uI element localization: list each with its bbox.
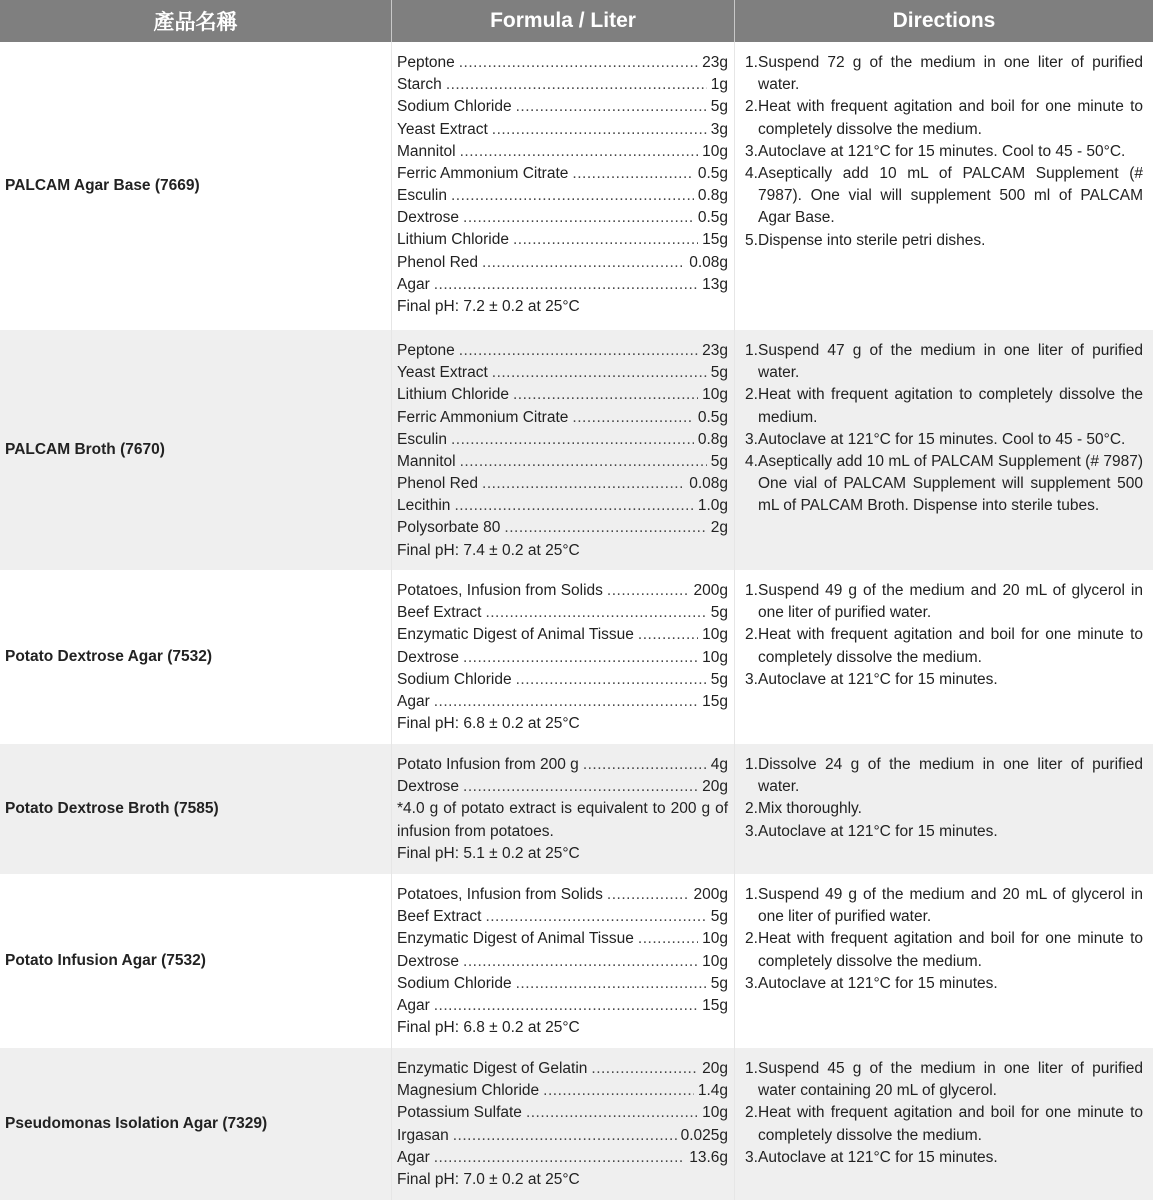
dot-leader — [460, 141, 699, 163]
ingredient-name: Mannitol — [397, 142, 456, 160]
step-number: 3. — [745, 670, 758, 688]
ingredient-amount: 10g — [702, 1104, 728, 1122]
step-number: 2. — [745, 98, 758, 116]
formula-cell — [392, 874, 735, 1048]
formula-line — [397, 384, 728, 406]
product-name: Potato Dextrose Broth (7585) — [0, 744, 392, 874]
direction-step — [745, 230, 1143, 252]
ingredient-amount: 200g — [693, 581, 728, 599]
formula-line — [397, 407, 728, 429]
step-number: 1. — [745, 756, 758, 773]
ingredient-amount: 5g — [710, 452, 728, 470]
formula-line — [397, 518, 728, 540]
dot-leader — [513, 384, 698, 406]
step-text: Heat with frequent agitation and boil for one minute to completely dissolve the medium. — [758, 930, 1143, 970]
step-number: 2. — [745, 1104, 758, 1122]
step-number: 3. — [745, 822, 758, 840]
ingredient-name: Agar — [397, 275, 430, 293]
dot-leader — [463, 647, 698, 669]
ingredient-name: Enzymatic Digest of Gelatin — [397, 1059, 588, 1077]
direction-step — [745, 52, 1143, 96]
directions-cell — [735, 1048, 1153, 1200]
ingredient-name: Enzymatic Digest of Animal Tissue — [397, 930, 634, 948]
step-number: 1. — [745, 54, 758, 71]
ingredient-name: Potatoes, Infusion from Solids — [397, 581, 603, 599]
formula-line — [397, 884, 728, 906]
ingredient-amount: 0.8g — [697, 430, 728, 448]
formula-cell — [392, 330, 735, 570]
ingredient-name: Ferric Ammonium Citrate — [397, 164, 569, 182]
directions-cell — [735, 330, 1153, 570]
ingredient-amount: 5g — [710, 98, 728, 116]
header-formula: Formula / Liter — [392, 0, 735, 42]
step-number: 2. — [745, 800, 758, 818]
ingredient-amount: 10g — [702, 930, 728, 948]
ingredient-amount: 15g — [702, 231, 728, 249]
direction-step — [745, 798, 1143, 820]
step-number: 4. — [745, 453, 758, 471]
ingredient-name: Phenol Red — [397, 253, 479, 271]
ingredient-amount: 3g — [710, 120, 728, 138]
step-text: Autoclave at 121°C for 15 minutes. — [758, 1148, 998, 1166]
direction-step — [745, 429, 1143, 451]
formula-line — [397, 995, 728, 1017]
step-number: 1. — [745, 582, 758, 599]
direction-step — [745, 163, 1143, 230]
final-ph: Final pH: 5.1 ± 0.2 at 25°C — [397, 844, 580, 862]
final-ph: Final pH: 7.4 ± 0.2 at 25°C — [397, 541, 580, 559]
ingredient-amount: 5g — [710, 974, 728, 992]
direction-step — [745, 1058, 1143, 1102]
dot-leader — [482, 252, 685, 274]
step-text: Autoclave at 121°C for 15 minutes. — [758, 974, 998, 992]
ingredient-amount: 0.08g — [689, 475, 728, 493]
ingredient-amount: 23g — [702, 341, 728, 359]
formula-line — [397, 602, 728, 624]
dot-leader — [543, 1080, 694, 1102]
dot-leader — [607, 884, 690, 906]
formula-line — [397, 647, 728, 669]
formula-line — [397, 754, 728, 776]
ingredient-name: Dextrose — [397, 209, 460, 227]
ingredient-amount: 15g — [702, 692, 728, 710]
step-text: Autoclave at 121°C for 15 minutes. Cool to 45 - 50°C. — [758, 142, 1126, 160]
formula-line — [397, 207, 728, 229]
ingredient-amount: 0.5g — [697, 209, 728, 227]
direction-step — [745, 624, 1143, 668]
formula-line — [397, 119, 728, 141]
formula-line — [397, 580, 728, 602]
dot-leader — [591, 1058, 698, 1080]
ingredient-amount: 0.08g — [689, 253, 728, 271]
dot-leader — [516, 973, 707, 995]
step-text: Suspend 45 g of the medium in one liter of purified water containing 20 mL of glycerol. — [758, 1060, 1143, 1100]
direction-step — [745, 141, 1143, 163]
step-text: Autoclave at 121°C for 15 minutes. — [758, 822, 998, 840]
ingredient-name: Agar — [397, 692, 430, 710]
dot-leader — [572, 163, 693, 185]
direction-step — [745, 451, 1143, 518]
direction-step — [745, 928, 1143, 972]
product-name: Potato Infusion Agar (7532) — [0, 874, 392, 1048]
ingredient-name: Sodium Chloride — [397, 670, 512, 688]
direction-step — [745, 973, 1143, 995]
step-text: Heat with frequent agitation and boil for one minute to completely dissolve the medium. — [758, 98, 1143, 138]
dot-leader — [516, 669, 707, 691]
product-name: PALCAM Agar Base (7669) — [0, 42, 392, 330]
formula-line — [397, 906, 728, 928]
formula-line — [397, 495, 728, 517]
ingredient-amount: 1.0g — [697, 497, 728, 515]
ingredient-amount: 1g — [710, 76, 728, 94]
ingredient-name: Peptone — [397, 341, 455, 359]
formula-line — [397, 1147, 728, 1169]
step-text: Suspend 72 g of the medium in one liter of purified water. — [758, 54, 1143, 94]
dot-leader — [446, 74, 707, 96]
table-body — [0, 42, 1153, 1200]
step-text: Suspend 49 g of the medium and 20 mL of glycerol in one liter of purified water. — [758, 886, 1143, 926]
ingredient-amount: 5g — [710, 604, 728, 622]
final-ph: Final pH: 6.8 ± 0.2 at 25°C — [397, 1019, 580, 1037]
step-number: 2. — [745, 386, 758, 404]
ingredient-name: Mannitol — [397, 452, 456, 470]
ingredient-amount: 5g — [710, 364, 728, 382]
dot-leader — [607, 580, 690, 602]
table-header — [0, 0, 1153, 42]
formula-line — [397, 451, 728, 473]
ingredient-name: Enzymatic Digest of Animal Tissue — [397, 626, 634, 644]
ingredient-amount: 20g — [702, 1059, 728, 1077]
dot-leader — [485, 906, 706, 928]
dot-leader — [434, 691, 698, 713]
step-number: 2. — [745, 626, 758, 644]
direction-step — [745, 96, 1143, 140]
ingredient-name: Beef Extract — [397, 908, 482, 926]
ingredient-amount: 10g — [702, 648, 728, 666]
dot-leader — [459, 340, 698, 362]
table-row — [0, 330, 1153, 570]
ingredient-amount: 10g — [702, 952, 728, 970]
formula-note: *4.0 g of potato extract is equivalent to 200 g of infusion from potatoes. — [397, 800, 728, 840]
step-text: Suspend 49 g of the medium and 20 mL of glycerol in one liter of purified water. — [758, 582, 1143, 622]
product-name: PALCAM Broth (7670) — [0, 330, 392, 570]
ingredient-name: Yeast Extract — [397, 120, 488, 138]
formula-line — [397, 973, 728, 995]
formula-line — [397, 1080, 728, 1102]
step-text: Aseptically add 10 mL of PALCAM Supplement (# 7987). One vial will supplement 500 ml of PALCAM Agar Base. — [758, 165, 1143, 227]
dot-leader — [485, 602, 706, 624]
ingredient-name: Magnesium Chloride — [397, 1082, 540, 1100]
table-row — [0, 874, 1153, 1048]
direction-step — [745, 1147, 1143, 1169]
formula-line — [397, 252, 728, 274]
dot-leader — [459, 52, 698, 74]
final-ph: Final pH: 7.0 ± 0.2 at 25°C — [397, 1170, 580, 1188]
dot-leader — [572, 407, 693, 429]
ingredient-name: Dextrose — [397, 778, 460, 796]
dot-leader — [460, 451, 707, 473]
formula-line — [397, 669, 728, 691]
ingredient-amount: 4g — [710, 755, 728, 773]
ingredient-amount: 15g — [702, 996, 728, 1014]
dot-leader — [492, 362, 707, 384]
ingredient-amount: 13g — [702, 275, 728, 293]
formula-line — [397, 163, 728, 185]
ingredient-name: Sodium Chloride — [397, 974, 512, 992]
formula-line — [397, 429, 728, 451]
formula-line — [397, 928, 728, 950]
ingredient-amount: 2g — [710, 519, 728, 537]
ingredient-name: Irgasan — [397, 1126, 449, 1144]
step-number: 4. — [745, 165, 758, 183]
direction-step — [745, 821, 1143, 843]
ingredient-amount: 13.6g — [689, 1148, 728, 1166]
dot-leader — [451, 185, 694, 207]
ingredient-name: Yeast Extract — [397, 364, 488, 382]
ingredient-amount: 5g — [710, 670, 728, 688]
ingredient-name: Esculin — [397, 187, 447, 205]
dot-leader — [451, 429, 694, 451]
formula-line — [397, 141, 728, 163]
step-number: 1. — [745, 886, 758, 903]
step-text: Mix thoroughly. — [758, 800, 862, 818]
step-number: 1. — [745, 1060, 758, 1077]
ingredient-name: Ferric Ammonium Citrate — [397, 408, 569, 426]
ingredient-amount: 10g — [702, 142, 728, 160]
table-row — [0, 570, 1153, 744]
step-text: Heat with frequent agitation and boil for one minute to completely dissolve the medium. — [758, 1104, 1143, 1144]
formula-cell — [392, 42, 735, 330]
ingredient-amount: 10g — [702, 626, 728, 644]
ingredient-name: Potato Infusion from 200 g — [397, 755, 579, 773]
ingredient-amount: 0.5g — [697, 164, 728, 182]
formula-line — [397, 185, 728, 207]
formula-line — [397, 230, 728, 252]
formula-line — [397, 96, 728, 118]
dot-leader — [463, 776, 698, 798]
direction-step — [745, 754, 1143, 798]
final-ph: Final pH: 6.8 ± 0.2 at 25°C — [397, 715, 580, 733]
dot-leader — [513, 229, 698, 251]
ingredient-amount: 5g — [710, 908, 728, 926]
direction-step — [745, 384, 1143, 428]
step-text: Autoclave at 121°C for 15 minutes. Cool to 45 - 50°C. — [758, 430, 1126, 448]
step-text: Dissolve 24 g of the medium in one liter of purified water. — [758, 756, 1143, 796]
step-number: 3. — [745, 1148, 758, 1166]
step-text: Heat with frequent agitation and boil for one minute to completely dissolve the medium. — [758, 626, 1143, 666]
formula-cell — [392, 570, 735, 744]
directions-cell — [735, 744, 1153, 874]
ingredient-amount: 0.5g — [697, 408, 728, 426]
step-text: Heat with frequent agitation to completely dissolve the medium. — [758, 386, 1143, 426]
dot-leader — [463, 207, 694, 229]
ingredient-name: Agar — [397, 996, 430, 1014]
formula-line — [397, 951, 728, 973]
ingredient-amount: 23g — [702, 53, 728, 71]
step-number: 3. — [745, 142, 758, 160]
formula-line — [397, 1058, 728, 1080]
ingredient-name: Sodium Chloride — [397, 98, 512, 116]
dot-leader — [454, 495, 693, 517]
dot-leader — [453, 1125, 677, 1147]
product-name: Pseudomonas Isolation Agar (7329) — [0, 1048, 392, 1200]
dot-leader — [434, 995, 698, 1017]
dot-leader — [482, 473, 685, 495]
direction-step — [745, 884, 1143, 928]
step-number: 3. — [745, 430, 758, 448]
step-number: 3. — [745, 974, 758, 992]
step-text: Dispense into sterile petri dishes. — [758, 231, 986, 249]
direction-step — [745, 669, 1143, 691]
formula-cell — [392, 1048, 735, 1200]
dot-leader — [516, 96, 707, 118]
ingredient-name: Lecithin — [397, 497, 451, 515]
formula-line — [397, 1125, 728, 1147]
ingredient-name: Beef Extract — [397, 604, 482, 622]
formula-line — [397, 1102, 728, 1124]
ingredient-name: Lithium Chloride — [397, 231, 509, 249]
formula-line — [397, 340, 728, 362]
dot-leader — [638, 624, 698, 646]
header-product-name: 產品名稱 — [0, 0, 392, 42]
step-text: Autoclave at 121°C for 15 minutes. — [758, 670, 998, 688]
dot-leader — [434, 1147, 685, 1169]
step-text: Suspend 47 g of the medium in one liter of purified water. — [758, 342, 1143, 382]
formula-line — [397, 473, 728, 495]
ingredient-amount: 0.8g — [697, 187, 728, 205]
ingredient-amount: 20g — [702, 778, 728, 796]
direction-step — [745, 340, 1143, 384]
dot-leader — [526, 1102, 698, 1124]
step-text: Aseptically add 10 mL of PALCAM Supplement (# 7987) One vial of PALCAM Supplement will supplement 500 mL of PALCAM Broth. Dispense into sterile tubes. — [758, 453, 1143, 515]
final-ph: Final pH: 7.2 ± 0.2 at 25°C — [397, 298, 580, 316]
ingredient-name: Polysorbate 80 — [397, 519, 501, 537]
formula-line — [397, 74, 728, 96]
dot-leader — [504, 517, 706, 539]
ingredient-name: Agar — [397, 1148, 430, 1166]
ingredient-amount: 0.025g — [680, 1126, 728, 1144]
formula-line — [397, 52, 728, 74]
directions-cell — [735, 874, 1153, 1048]
dot-leader — [583, 754, 707, 776]
step-number: 5. — [745, 231, 758, 249]
dot-leader — [463, 951, 698, 973]
ingredient-name: Esculin — [397, 430, 447, 448]
ingredient-name: Peptone — [397, 53, 455, 71]
formula-line — [397, 691, 728, 713]
table-row — [0, 42, 1153, 330]
dot-leader — [638, 928, 698, 950]
ingredient-amount: 1.4g — [697, 1082, 728, 1100]
ingredient-name: Potatoes, Infusion from Solids — [397, 885, 603, 903]
direction-step — [745, 580, 1143, 624]
ingredient-amount: 200g — [693, 885, 728, 903]
ingredient-amount: 10g — [702, 386, 728, 404]
dot-leader — [434, 274, 698, 296]
header-directions: Directions — [892, 9, 996, 32]
ingredient-name: Dextrose — [397, 648, 460, 666]
table-row — [0, 1048, 1153, 1200]
ingredient-name: Dextrose — [397, 952, 460, 970]
product-name: Potato Dextrose Agar (7532) — [0, 570, 392, 744]
step-number: 1. — [745, 342, 758, 359]
directions-cell — [735, 570, 1153, 744]
ingredient-name: Lithium Chloride — [397, 386, 509, 404]
ingredient-name: Phenol Red — [397, 475, 479, 493]
directions-cell — [735, 42, 1153, 330]
formula-line — [397, 362, 728, 384]
dot-leader — [492, 119, 707, 141]
step-number: 2. — [745, 930, 758, 948]
formula-line — [397, 624, 728, 646]
table-row — [0, 744, 1153, 874]
direction-step — [745, 1102, 1143, 1146]
formula-line — [397, 776, 728, 798]
ingredient-name: Potassium Sulfate — [397, 1104, 522, 1122]
formula-cell — [392, 744, 735, 874]
formula-line — [397, 274, 728, 296]
ingredient-name: Starch — [397, 76, 442, 94]
